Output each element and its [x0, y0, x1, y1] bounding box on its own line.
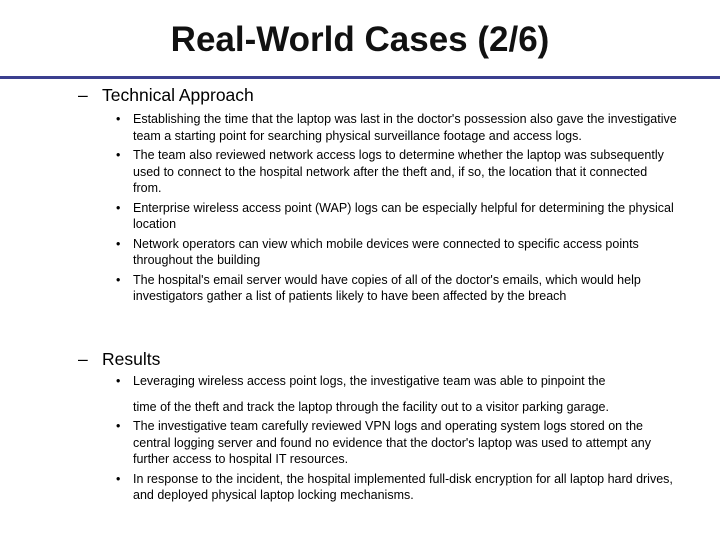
bullet-text: The investigative team carefully reviewed VPN logs and operating system logs stored on the central logging server and found no evidence that the doctor's laptop was used to attempt any further access to hospital IT resources. [133, 419, 651, 466]
bullet-text: Enterprise wireless access point (WAP) logs can be especially helpful for determining the physical location [133, 200, 674, 231]
bullet-icon: • [116, 148, 121, 162]
bullet-text-line2: time of the theft and track the laptop through the facility out to a visitor parking garage. [133, 399, 609, 414]
bullet-text: Network operators can view which mobile devices were connected to specific access points throughout the building [133, 236, 639, 267]
bullet-icon: • [116, 272, 121, 287]
dash-marker: – [78, 349, 88, 369]
bullet-icon: • [116, 419, 121, 433]
section-heading-results [78, 348, 160, 370]
bullet-text: The team also reviewed network access logs to determine whether the laptop was subsequently used to connect to the hospital network after the theft and, if so, the location that it connected from. [133, 148, 664, 195]
list-item [116, 373, 678, 415]
bullet-text-line1: Leveraging wireless access point logs, the investigative team was able to pinpoint the [133, 374, 606, 388]
bullet-icon: • [116, 374, 121, 388]
slide-title: Real-World Cases (2/6) [170, 20, 550, 59]
dash-marker: – [78, 85, 88, 105]
bullet-text: Establishing the time that the laptop was last in the doctor's possession also gave the investigative team a starting point for searching physical surveillance footage and access logs. [133, 112, 677, 143]
list-item [116, 236, 678, 269]
bullet-icon: • [116, 200, 121, 215]
list-item [116, 111, 678, 144]
bullet-icon: • [116, 112, 121, 126]
results-list [116, 373, 678, 507]
technical-approach-list [116, 111, 678, 308]
list-item [116, 471, 678, 504]
section-heading-text: Results [102, 349, 161, 369]
bullet-text: In response to the incident, the hospital implemented full-disk encryption for all laptop hard drives, and deployed physical laptop locking mechanisms. [133, 471, 673, 502]
bullet-text: The hospital's email server would have copies of all of the doctor's emails, which would help investigators gather a list of patients likely to have been affected by the breach [133, 272, 641, 303]
section-heading-technical-approach [78, 84, 254, 106]
bullet-icon: • [116, 471, 121, 486]
list-item [116, 272, 678, 305]
list-item [116, 147, 678, 197]
section-heading-text: Technical Approach [102, 85, 254, 105]
title-divider [0, 76, 720, 79]
list-item [116, 200, 678, 233]
list-item [116, 418, 678, 468]
bullet-icon: • [116, 236, 121, 251]
